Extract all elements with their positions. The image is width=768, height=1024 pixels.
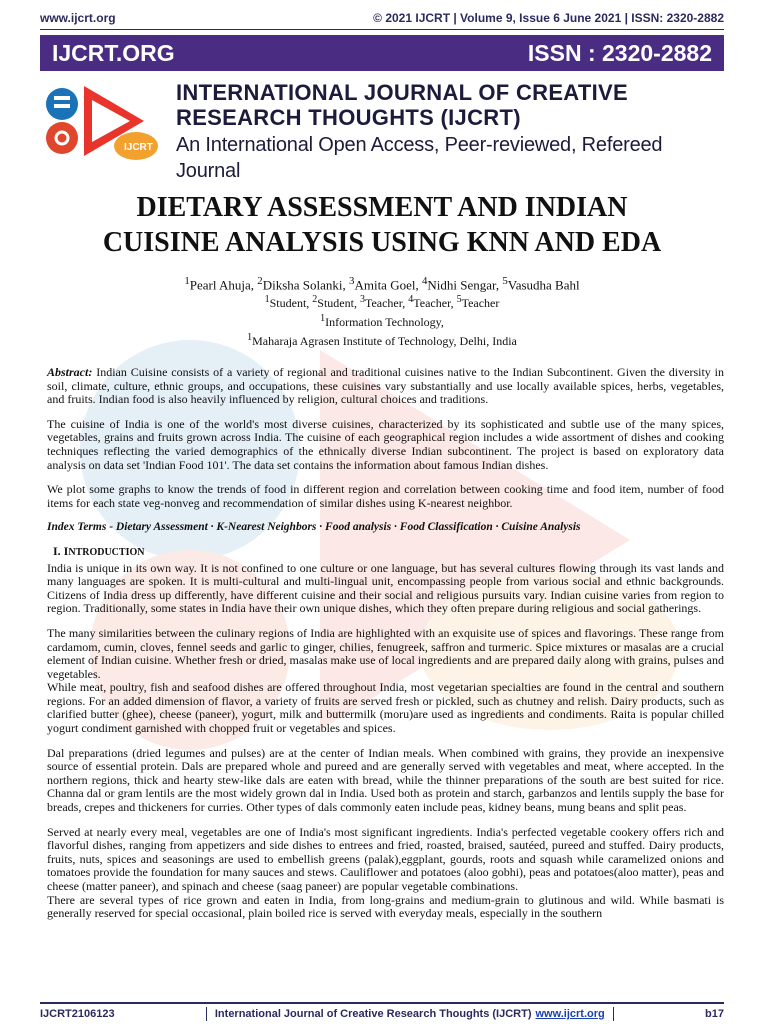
intro-paragraph-5: Served at nearly every meal, vegetables are one of India's most significant ingredients. India's perfected vegetable cookery offers rich and flavorful dishes, ranging from appetizers and side dishes to entrees and fried, roasted, braised, sautéed, pureed and stuffed. Dairy products, fruits, nuts, spices and seasonings are used to embellish greens (palak),eggplant, gourds, roots and squash while caramelized onions and tomatoes provide the foundation for many sauces and stews. Cauliflower and potatoes (aloo gobhi), peas and potatoes(aloo matter), peas and cheese (matter paneer), and spinach and cheese (saag paneer) are popular vegetable combinations. — [47, 824, 724, 893]
page-footer — [40, 1002, 724, 1022]
department — [40, 311, 724, 330]
author-name: Nidhi Sengar, — [427, 277, 503, 293]
intro-paragraph-6: There are several types of rice grown and eaten in India, from long-grains and medium-grain to glutinous and wild. While basmati is generally reserved for special occasional, plain boiled rice is served with everyday meals, especially in the southern — [47, 892, 724, 921]
institute — [40, 330, 724, 349]
author-name: Vasudha Bahl — [507, 277, 580, 293]
author-sup: 3 — [349, 275, 355, 287]
author-sup: 5 — [502, 275, 508, 287]
author-roles — [40, 292, 724, 311]
intro-paragraph-2: The many similarities between the culinary regions of India are highlighted with an exquisite use of spices and flavorings. These range from cardamom, cumin, cloves, fennel seeds and garlic to ginger, chilies, fenugreek, saffron and turmeric. Spice mixtures or masalas are a crucial element of Indian cuisine. Whether fresh or dried, masalas make use of local ingredients and are prepared daily along with grains, pulses and vegetables. — [47, 625, 724, 681]
paper-title-line2: CUISINE ANALYSIS USING KNN AND EDA — [102, 227, 662, 258]
role-sup: 2 — [312, 294, 318, 306]
journal-title-block — [176, 80, 726, 184]
role-name: Teacher, — [413, 296, 457, 311]
role-sup: 1 — [264, 294, 270, 306]
banner-issn: ISSN : 2320-2882 — [527, 39, 712, 66]
role-name: Student, — [317, 296, 360, 311]
footer-divider — [206, 1007, 207, 1021]
author-name: Amita Goel, — [354, 277, 422, 293]
role-sup: 4 — [408, 294, 414, 306]
author-block — [40, 274, 724, 349]
abstract-label: Abstract: — [47, 365, 93, 379]
section-heading-introduction — [53, 545, 724, 560]
page-number: b17 — [705, 1008, 724, 1020]
paper-body — [47, 366, 724, 932]
author-list — [40, 274, 724, 292]
issue-info: © 2021 IJCRT | Volume 9, Issue 6 June 2021 | ISSN: 2320-2882 — [373, 11, 724, 25]
author-sup: 1 — [184, 275, 190, 287]
footer-journal-name: International Journal of Creative Research Thoughts (IJCRT) — [214, 1008, 532, 1020]
intro-paragraph-3: While meat, poultry, fish and seafood dishes are offered throughout India, most vegetarian specialties are found in the central and southern regions. For an added dimension of flavor, a variety of fruits are served fresh or pickled, such as chutney and relish. Dairy products, such as clarified butter (ghee), cheese (paneer), yogurt, milk and buttermilk (moru)are used as ingredients and condiments. Raita is popular chilled yogurt condiment garnished with chopped fruit or vegetables and spices. — [47, 680, 724, 736]
institute-sup: 1 — [247, 332, 253, 344]
author-name: Pearl Ahuja, — [189, 277, 258, 293]
role-sup: 3 — [359, 294, 365, 306]
ijcrt-logo — [44, 76, 172, 166]
logo-lettering: IJCRT — [124, 142, 153, 153]
paper-title — [40, 190, 724, 260]
footer-divider — [613, 1007, 614, 1021]
running-header — [40, 9, 724, 30]
department-sup: 1 — [320, 313, 326, 325]
journal-name-line2: RESEARCH THOUGHTS (IJCRT) — [176, 105, 521, 130]
footer-website-link[interactable]: www.ijcrt.org — [535, 1008, 605, 1020]
abstract-paragraph-1 — [47, 366, 724, 407]
role-name: Teacher, — [364, 296, 409, 311]
paper-title-line1: DIETARY ASSESSMENT AND INDIAN — [136, 192, 628, 223]
footer-journal — [198, 1007, 622, 1021]
department-name: Information Technology, — [325, 315, 444, 330]
author-name: Diksha Solanki, — [262, 277, 350, 293]
section-number: I. I — [53, 543, 69, 558]
role-name: Teacher — [461, 296, 500, 311]
banner-site: IJCRT.ORG — [52, 39, 175, 66]
journal-tagline: An International Open Access, Peer-reviewed, Refereed Journal — [176, 134, 663, 182]
paper-id: IJCRT2106123 — [40, 1008, 115, 1020]
author-sup: 2 — [257, 275, 263, 287]
section-title: NTRODUCTION — [68, 546, 145, 558]
website-link[interactable]: www.ijcrt.org — [40, 11, 116, 25]
abstract-paragraph-2: The cuisine of India is one of the world's most diverse cuisines, characterized by its sophisticated and subtle use of the many spices, vegetables, grains and fruits grown across India. The cuisine of each geographical region includes a wide assortment of dishes and cooking techniques reflecting the varied demographics of the ethnically diverse Indian subcontinent. The project is based on exploratory data analysis on data set 'Indian Food 101'. The data set contains the information about famous Indian dishes. — [47, 416, 724, 472]
role-sup: 5 — [456, 294, 462, 306]
role-name: Student, — [269, 296, 313, 311]
author-sup: 4 — [421, 275, 428, 287]
abstract-text-1: Indian Cuisine consists of a variety of regional and traditional cuisines native to the Indian Subcontinent. Given the diversity in soil, climate, culture, ethnic groups, and occupations, these cuisines vary substantially and use locally available spices, herbs, vegetables, and fruits. Indian food is also heavily influenced by religion, cultural choices and traditions. — [47, 365, 724, 407]
index-terms: Index Terms - Dietary Assessment · K-Nearest Neighbors · Food analysis · Food Classification · Cuisine Analysis — [47, 521, 581, 534]
institute-name: Maharaja Agrasen Institute of Technology, Delhi, India — [252, 334, 517, 349]
intro-paragraph-4: Dal preparations (dried legumes and pulses) are at the center of Indian meals. When combined with grains, they provide an inexpensive source of essential protein. Dals are prepared whole and pureed and are generally served with vegetables and meat, where accepted. In the northern regions, thick and hearty stew-like dals are eaten with bread, while the thinner preparations of the south are best suited for rice. Channa dal or gram lentils are the most widely grown dal in India. Used both as protein and starch, garbanzos and lentils supply the base for breads, crepes and thickeners for curries. Other types of dals commonly eaten include peas, kidney beans, mung beans and split peas. — [47, 745, 724, 815]
abstract-paragraph-3: We plot some graphs to know the trends of food in different region and correlation between cooking time and food item, number of food items for each state veg-nonveg and recommendation of similar dishes using K-nearest neighbor. — [47, 482, 724, 510]
intro-paragraph-1: India is unique in its own way. It is not confined to one culture or one language, but has several cultures flowing through its vast lands and many languages are spoken. It is multi-cultural and multi-lingual unit, encompassing people from various social and ethnic backgrounds. Citizens of India dress up differently, have different cuisine and their social and religious pursuits vary. Indian cuisine varies from region to region. Traditionally, some states in India have their own unique dishes, which they often prepare during religious and social gatherings. — [47, 560, 724, 616]
journal-banner — [40, 35, 724, 71]
journal-name-line1: INTERNATIONAL JOURNAL OF CREATIVE — [176, 80, 628, 105]
